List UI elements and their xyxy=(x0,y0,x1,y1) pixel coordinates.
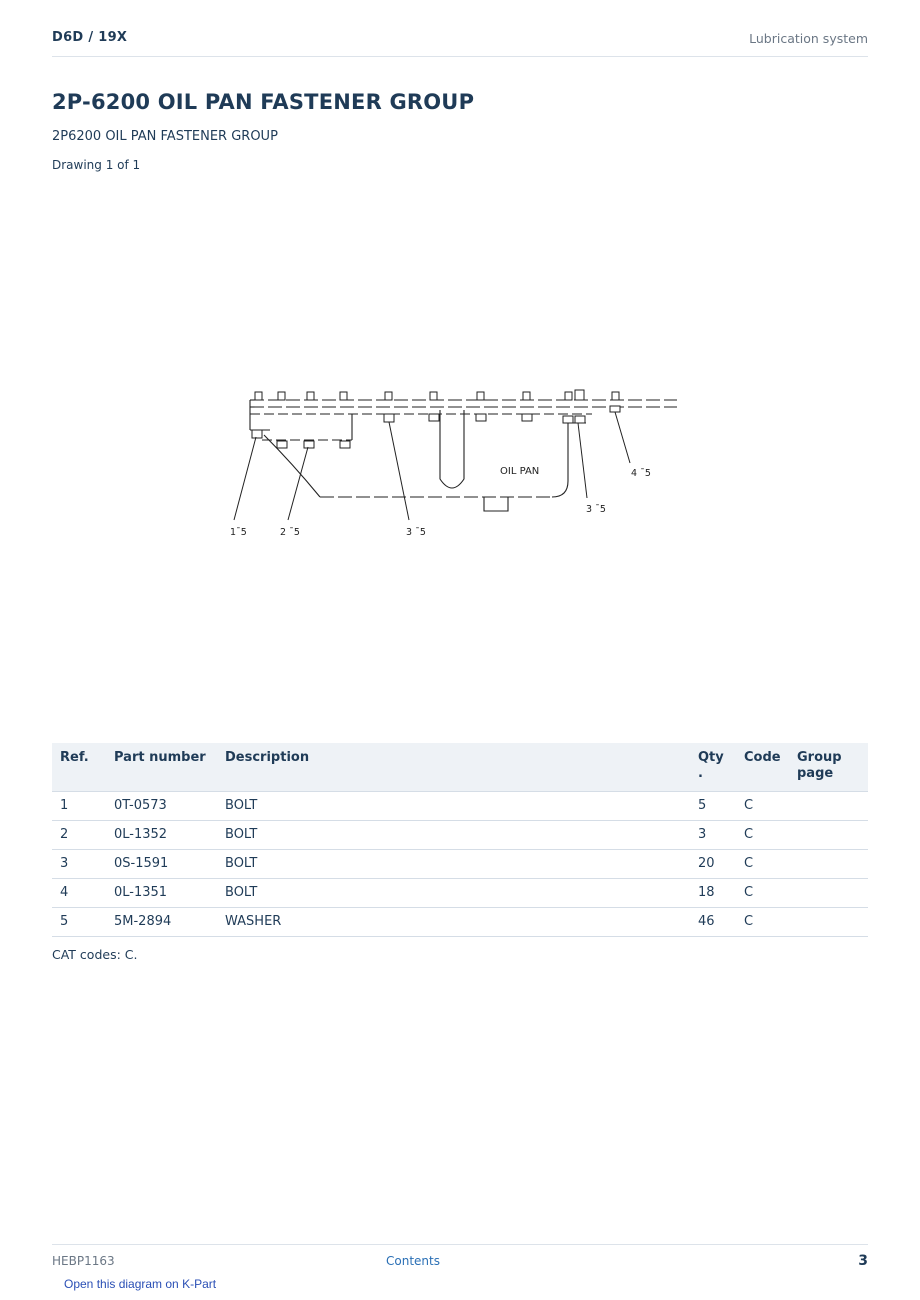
callout-3-right: 3 ˉ5 xyxy=(586,504,606,515)
oil-pan-drawing xyxy=(52,185,868,725)
document-code: HEBP1163 xyxy=(52,1254,115,1268)
cell-code: C xyxy=(736,908,789,937)
cell-description: BOLT xyxy=(217,821,690,850)
parts-table xyxy=(52,743,868,937)
cell-description: WASHER xyxy=(217,908,690,937)
table-row xyxy=(52,850,868,879)
callout-2: 2 ˉ5 xyxy=(280,527,300,538)
cell-qty: 20 xyxy=(690,850,736,879)
page-footer xyxy=(52,1244,868,1275)
cell-qty: 3 xyxy=(690,821,736,850)
machine-model: D6D / 19X xyxy=(52,30,128,45)
table-row xyxy=(52,908,868,937)
cell-part-number: 5M-2894 xyxy=(106,908,217,937)
table-row xyxy=(52,821,868,850)
cell-part-number: 0T-0573 xyxy=(106,792,217,821)
callout-4: 4 ˉ5 xyxy=(631,468,651,479)
cell-description: BOLT xyxy=(217,792,690,821)
header-ref: Ref. xyxy=(52,743,106,792)
drawing-counter: Drawing 1 of 1 xyxy=(52,158,141,172)
callout-3-left: 3 ˉ5 xyxy=(406,527,426,538)
section-name: Lubrication system xyxy=(749,31,868,46)
cell-qty: 18 xyxy=(690,879,736,908)
cell-code: C xyxy=(736,879,789,908)
header-code: Code xyxy=(736,743,789,792)
callout-1: 1ˉ5 xyxy=(230,527,247,538)
cell-ref: 3 xyxy=(52,850,106,879)
cell-description: BOLT xyxy=(217,879,690,908)
header-part-number: Part number xyxy=(106,743,217,792)
cell-group-page xyxy=(789,850,868,879)
header-qty-line1: Qty xyxy=(698,750,724,765)
cell-ref: 2 xyxy=(52,821,106,850)
cell-part-number: 0S-1591 xyxy=(106,850,217,879)
cell-group-page xyxy=(789,821,868,850)
header-qty-line2: . xyxy=(698,766,703,781)
open-kpart-link[interactable]: Open this diagram on K-Part xyxy=(64,1277,217,1291)
cell-ref: 5 xyxy=(52,908,106,937)
table-row xyxy=(52,792,868,821)
oil-pan-diagram xyxy=(52,185,868,725)
table-row xyxy=(52,879,868,908)
cat-codes-note: CAT codes: C. xyxy=(52,947,138,962)
page-header xyxy=(52,28,868,57)
page-number: 3 xyxy=(858,1253,868,1269)
cell-ref: 1 xyxy=(52,792,106,821)
cell-group-page xyxy=(789,792,868,821)
cell-code: C xyxy=(736,821,789,850)
group-subtitle: 2P6200 OIL PAN FASTENER GROUP xyxy=(52,129,278,144)
page-title: 2P-6200 OIL PAN FASTENER GROUP xyxy=(52,90,475,114)
cell-group-page xyxy=(789,879,868,908)
table-header-row xyxy=(52,743,868,792)
cell-qty: 46 xyxy=(690,908,736,937)
header-group-page: Group page xyxy=(789,743,868,792)
header-qty xyxy=(690,743,736,792)
header-description: Description xyxy=(217,743,690,792)
cell-part-number: 0L-1351 xyxy=(106,879,217,908)
cell-code: C xyxy=(736,850,789,879)
cell-code: C xyxy=(736,792,789,821)
cell-part-number: 0L-1352 xyxy=(106,821,217,850)
cell-group-page xyxy=(789,908,868,937)
cell-ref: 4 xyxy=(52,879,106,908)
cell-description: BOLT xyxy=(217,850,690,879)
contents-link[interactable]: Contents xyxy=(386,1254,440,1268)
cell-qty: 5 xyxy=(690,792,736,821)
oil-pan-label: OIL PAN xyxy=(500,466,540,477)
